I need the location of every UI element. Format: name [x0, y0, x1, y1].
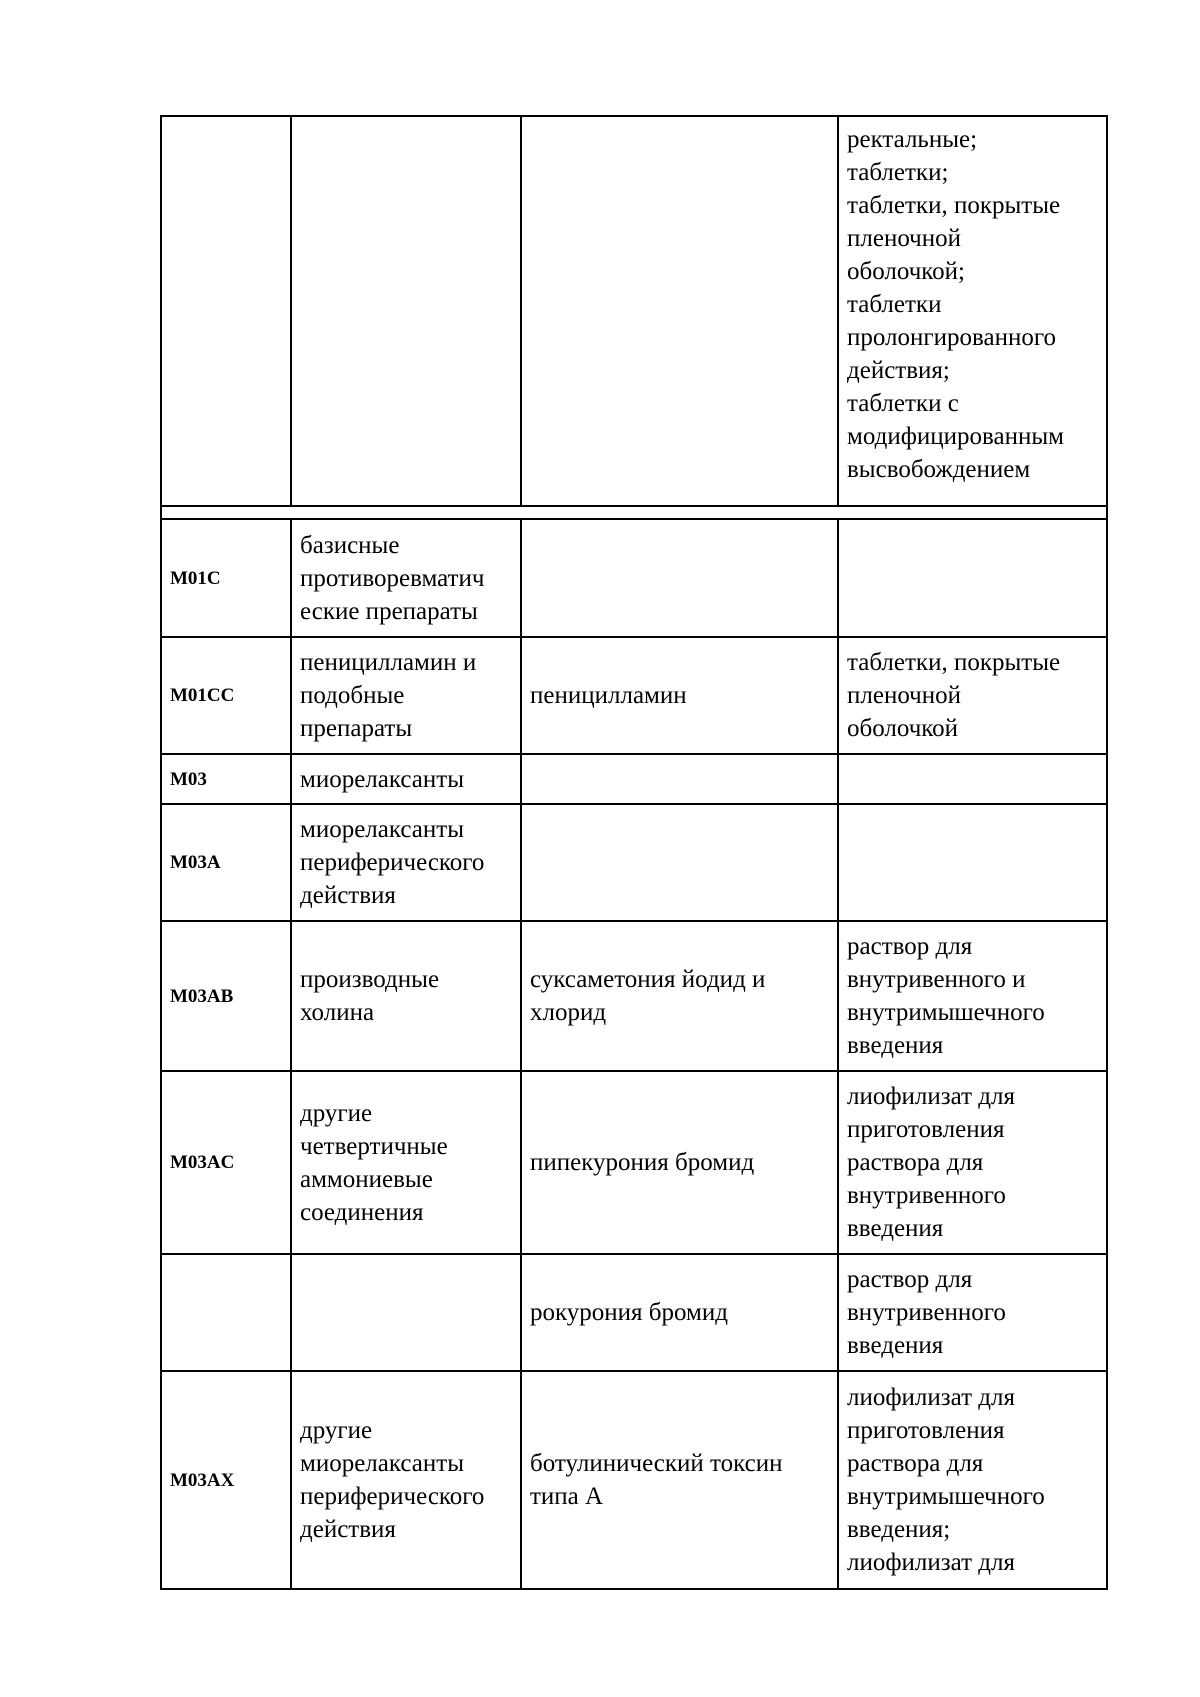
spacer-cell: [161, 506, 1107, 519]
cell-text-line: оболочкой: [847, 715, 959, 742]
cell-text-line: противоревматич: [300, 564, 485, 592]
cell-text-line: соединения: [300, 1198, 424, 1226]
table-row: [161, 1254, 1107, 1371]
atc-code-cell: [161, 116, 291, 506]
cell-text-line: типа А: [530, 1483, 604, 1510]
cell-text-line: аммониевые: [300, 1165, 433, 1193]
cell-text-line: действия: [300, 1516, 396, 1543]
cell-text-line: раствор для: [847, 1266, 973, 1293]
group-cell: [291, 519, 521, 637]
atc-code-cell: M01C: [161, 519, 291, 637]
cell-text-line: производные: [300, 966, 440, 993]
cell-text-line: модифицированным: [847, 423, 1064, 450]
cell-text-line: суксаметония йодид и: [530, 966, 766, 993]
cell-text-line: пленочной: [847, 225, 962, 252]
cell-text-line: пипекурония бромид: [530, 1149, 755, 1176]
drug-cell: [521, 804, 838, 921]
cell-text-line: лиофилизат для: [847, 1083, 1015, 1110]
cell-text-line: таблетки, покрытые: [847, 649, 1061, 676]
cell-text-line: введения;: [847, 1516, 951, 1543]
table-row: [161, 519, 1107, 637]
cell-text-line: ректальные;: [847, 126, 978, 153]
cell-text-line: миорелаксанты: [300, 765, 464, 793]
cell-text-line: пролонгированного: [847, 324, 1056, 351]
cell-text-line: раствора для: [847, 1149, 984, 1176]
table-row: [161, 804, 1107, 921]
cell-text-line: введения: [847, 1032, 944, 1059]
cell-text-line: приготовления: [847, 1116, 1005, 1143]
atc-code-cell: M03AB: [161, 921, 291, 1071]
cell-text-line: другие: [300, 1417, 373, 1444]
cell-text-line: пеницилламин: [530, 682, 687, 709]
dosage-forms-cell: [838, 1254, 1107, 1371]
drug-cell: [521, 1371, 838, 1589]
cell-text-line: таблетки, покрытые: [847, 192, 1061, 219]
atc-code-cell: [161, 1254, 291, 1371]
cell-text-line: базисные: [300, 531, 400, 559]
dosage-forms-cell: [838, 1371, 1107, 1589]
drug-cell: [521, 754, 838, 804]
cell-text-line: четвертичные: [300, 1132, 448, 1160]
cell-text-line: внутривенного и: [847, 966, 1026, 993]
dosage-forms-cell: [838, 637, 1107, 754]
cell-text-line: внутривенного: [847, 1182, 1006, 1209]
table-row: [161, 921, 1107, 1071]
drug-cell: [521, 637, 838, 754]
cell-text-line: внутримышечного: [847, 999, 1045, 1026]
dosage-forms-cell: [838, 519, 1107, 637]
cell-text-line: рокурония бромид: [530, 1299, 728, 1326]
cell-text-line: миорелаксанты: [300, 1450, 464, 1477]
atc-code-cell: M01CC: [161, 637, 291, 754]
cell-text-line: высвобождением: [847, 456, 1031, 483]
group-cell: [291, 116, 521, 506]
cell-text-line: холина: [300, 999, 375, 1026]
cell-text-line: раствор для: [847, 933, 973, 960]
atc-code-cell: M03AX: [161, 1371, 291, 1589]
cell-text-line: внутривенного: [847, 1299, 1006, 1326]
cell-text-line: раствора для: [847, 1450, 984, 1477]
drug-table: [160, 115, 1108, 1590]
cell-text-line: пленочной: [847, 682, 962, 709]
table-row: [161, 1071, 1107, 1254]
table-body: [161, 116, 1107, 1589]
dosage-forms-cell: [838, 804, 1107, 921]
cell-text-line: таблетки;: [847, 159, 949, 186]
group-cell: [291, 1254, 521, 1371]
table-row: [161, 1371, 1107, 1589]
drug-cell: [521, 1254, 838, 1371]
cell-text-line: лиофилизат для: [847, 1384, 1015, 1411]
cell-text-line: введения: [847, 1332, 944, 1359]
drug-cell: [521, 921, 838, 1071]
table-row-spacer: [161, 506, 1107, 519]
atc-code-cell: M03: [161, 754, 291, 804]
cell-text-line: периферического: [300, 1483, 485, 1510]
dosage-forms-cell: [838, 1071, 1107, 1254]
table-row: [161, 754, 1107, 804]
cell-text-line: действия;: [847, 357, 950, 384]
cell-text-line: еские препараты: [300, 597, 478, 625]
drug-cell: [521, 1071, 838, 1254]
drug-cell: [521, 519, 838, 637]
cell-text-line: таблетки: [847, 291, 942, 318]
group-cell: [291, 637, 521, 754]
cell-text-line: препараты: [300, 715, 413, 742]
cell-text-line: миорелаксанты: [300, 816, 464, 843]
group-cell: [291, 804, 521, 921]
table-row: [161, 637, 1107, 754]
dosage-forms-cell: [838, 921, 1107, 1071]
cell-text-line: действия: [300, 882, 396, 909]
cell-text-line: пеницилламин и: [300, 649, 477, 676]
cell-text-line: ботулинический токсин: [530, 1450, 783, 1477]
cell-text-line: хлорид: [530, 999, 607, 1026]
cell-text-line: подобные: [300, 682, 405, 709]
cell-text-line: приготовления: [847, 1417, 1005, 1444]
group-cell: [291, 1371, 521, 1589]
group-cell: [291, 754, 521, 804]
cell-text-line: таблетки с: [847, 390, 959, 417]
cell-text-line: лиофилизат для: [847, 1549, 1015, 1576]
group-cell: [291, 921, 521, 1071]
dosage-forms-cell: [838, 116, 1107, 506]
cell-text-line: другие: [300, 1099, 373, 1127]
cell-text-line: оболочкой;: [847, 258, 965, 285]
atc-code-cell: M03AC: [161, 1071, 291, 1254]
drug-cell: [521, 116, 838, 506]
cell-text-line: введения: [847, 1215, 944, 1242]
dosage-forms-cell: [838, 754, 1107, 804]
table-row-continuation: [161, 116, 1107, 506]
cell-text-line: периферического: [300, 849, 485, 876]
cell-text-line: внутримышечного: [847, 1483, 1045, 1510]
atc-code-cell: M03A: [161, 804, 291, 921]
group-cell: [291, 1071, 521, 1254]
